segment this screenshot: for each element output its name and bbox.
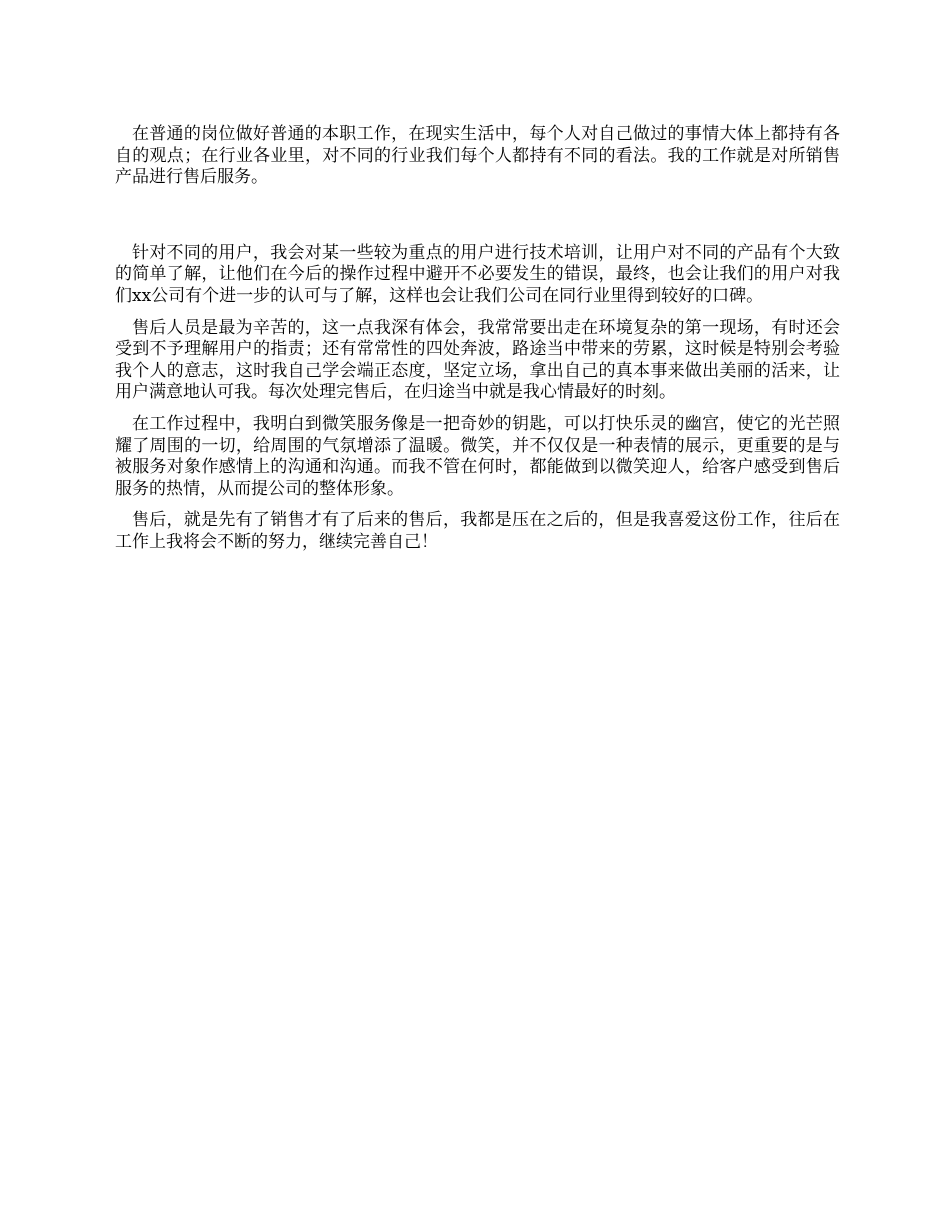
document-body (115, 124, 840, 554)
paragraph-4: 在工作过程中，我明白到微笑服务像是一把奇妙的钥匙，可以打快乐灵的幽宫，使它的光芒照耀了周围的一切，给周围的气氛增添了温暖。微笑，并不仅仅是一种表情的展示，更重要的是与被服务对象作感情上的沟通和沟通。而我不管在何时，都能做到以微笑迎人，给客户感受到售后服务的热情，从而提公司的整体形象。 (115, 413, 840, 499)
paragraph-2: 针对不同的用户，我会对某一些较为重点的用户进行技术培训，让用户对不同的产品有个大致的简单了解，让他们在今后的操作过程中避开不必要发生的错误，最终，也会让我们的用户对我们xx公司有个进一步的认可与了解，这样也会让我们公司在同行业里得到较好的口碑。 (115, 242, 840, 306)
paragraph-5: 售后，就是先有了销售才有了后来的售后，我都是压在之后的，但是我喜爱这份工作，往后在工作上我将会不断的努力，继续完善自己！ (115, 510, 840, 552)
paragraph-3: 售后人员是最为辛苦的，这一点我深有体会，我常常要出走在环境复杂的第一现场，有时还会受到不予理解用户的指责；还有常常性的四处奔波，路途当中带来的劳累，这时候是特别会考验我个人的意志，这时我自己学会端正态度，坚定立场，拿出自己的真本事来做出美丽的活来，让用户满意地认可我。每次处理完售后，在归途当中就是我心情最好的时刻。 (115, 317, 840, 403)
paragraph-1: 在普通的岗位做好普通的本职工作，在现实生活中，每个人对自己做过的事情大体上都持有各自的观点；在行业各业里，对不同的行业我们每个人都持有不同的看法。我的工作就是对所销售产品进行售后服务。 (115, 124, 840, 188)
